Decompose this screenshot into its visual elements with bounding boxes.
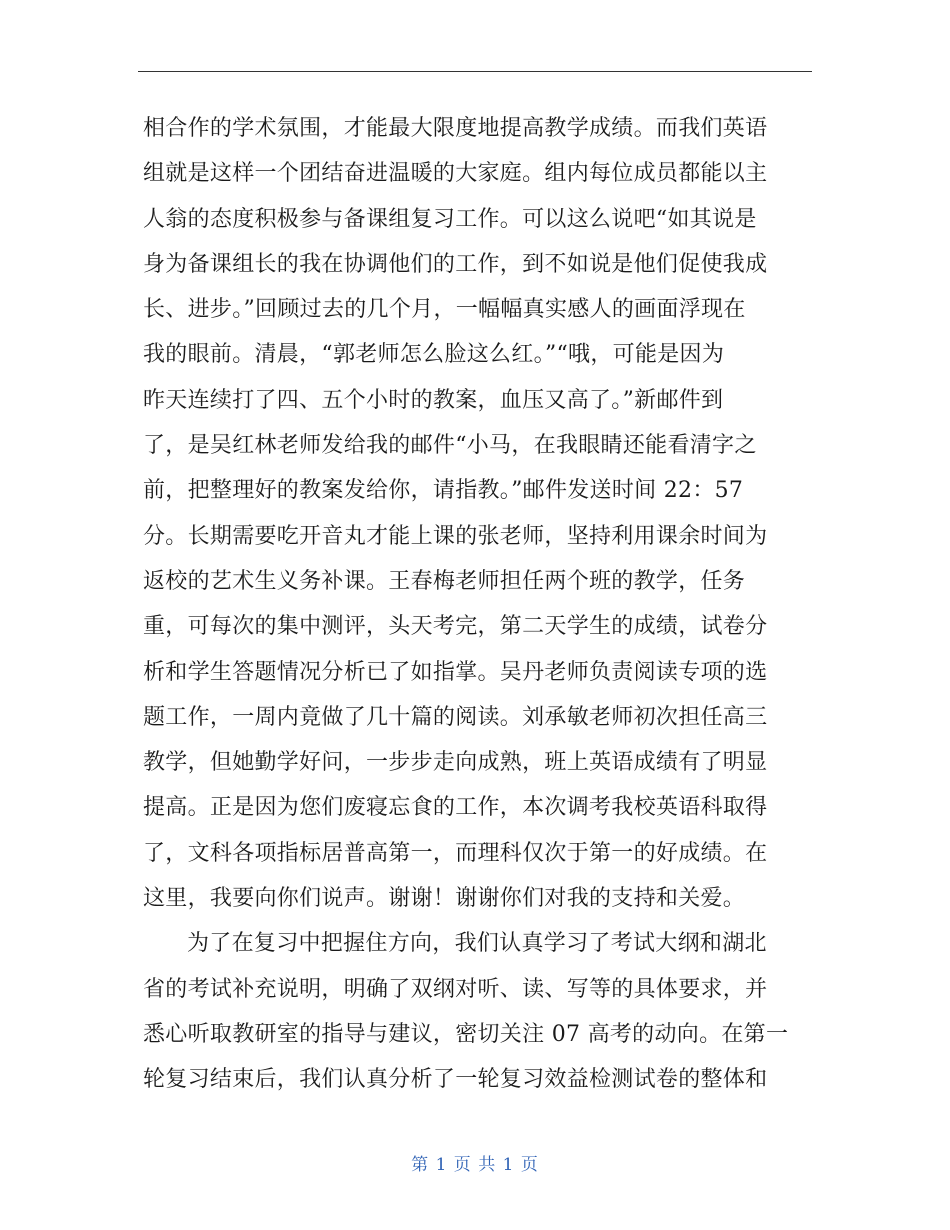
text-line: 轮复习结束后，我们认真分析了一轮复习效益检测试卷的整体和 <box>143 1067 768 1093</box>
page-number-footer: 第 1 页 共 1 页 <box>411 1155 539 1175</box>
text-line: 组就是这样一个团结奋进温暖的大家庭。组内每位成员都能以主 <box>143 161 768 187</box>
text-line: 前，把整理好的教案发给你，请指教。”邮件发送时间 22：57 <box>143 478 744 504</box>
paragraph-start-line: 为了在复习中把握住方向，我们认真学习了考试大纲和湖北 <box>187 931 767 957</box>
text-line: 悉心听取教研室的指导与建议，密切关注 07 高考的动向。在第一 <box>143 1021 789 1047</box>
text-line: 这里，我要向你们说声。谢谢！谢谢你们对我的支持和关爱。 <box>143 886 746 912</box>
text-line: 身为备课组长的我在协调他们的工作，到不如说是他们促使我成 <box>143 251 768 277</box>
text-line: 返校的艺术生义务补课。王春梅老师担任两个班的教学，任务 <box>143 568 746 594</box>
text-line: 长、进步。”回顾过去的几个月，一幅幅真实感人的画面浮现在 <box>143 297 746 323</box>
text-line: 省的考试补充说明，明确了双纲对听、读、写等的具体要求，并 <box>143 976 768 1002</box>
header-rule <box>138 71 812 72</box>
text-line: 提高。正是因为您们废寝忘食的工作，本次调考我校英语科取得 <box>143 795 768 821</box>
text-line: 分。长期需要吃开音丸才能上课的张老师，坚持利用课余时间为 <box>143 523 768 549</box>
text-line: 重，可每次的集中测评，头天考完，第二天学生的成绩，试卷分 <box>143 614 768 640</box>
text-line: 我的眼前。清晨，“郭老师怎么脸这么红。”“哦，可能是因为 <box>143 342 725 368</box>
text-line: 题工作，一周内竟做了几十篇的阅读。刘承敏老师初次担任高三 <box>143 704 768 730</box>
text-line: 教学，但她勤学好问，一步步走向成熟，班上英语成绩有了明显 <box>143 750 768 776</box>
text-line: 人翁的态度积极参与备课组复习工作。可以这么说吧“如其说是 <box>143 206 757 232</box>
document-body <box>143 106 823 1103</box>
text-line: 昨天连续打了四、五个小时的教案，血压又高了。”新邮件到 <box>143 387 724 413</box>
text-line: 了，文科各项指标居普高第一，而理科仅次于第一的好成绩。在 <box>143 840 768 866</box>
text-line: 相合作的学术氛围，才能最大限度地提高教学成绩。而我们英语 <box>143 116 768 141</box>
text-line: 析和学生答题情况分析已了如指掌。吴丹老师负责阅读专项的选 <box>143 659 768 685</box>
text-line: 了，是吴红林老师发给我的邮件“小马，在我眼睛还能看清字之 <box>143 433 757 459</box>
